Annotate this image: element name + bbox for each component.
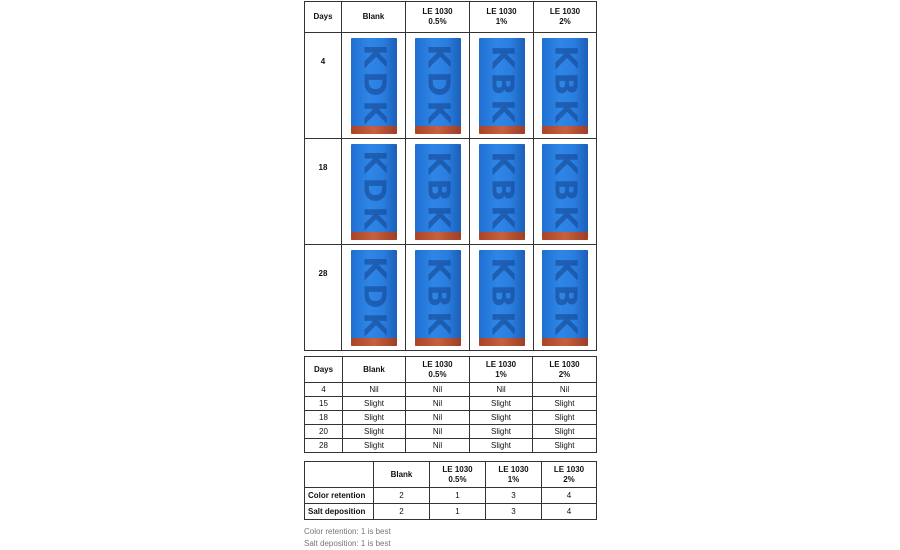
table-cell: Slight <box>533 411 597 425</box>
brick-mark: KDK <box>356 43 391 128</box>
note-salt-deposition: Salt deposition: 1 is best <box>304 539 391 548</box>
brick-mark: KBK <box>484 256 519 339</box>
table-cell: Slight <box>470 411 533 425</box>
table-row <box>305 383 597 397</box>
brick-cell <box>406 139 470 245</box>
brick-image <box>351 250 397 346</box>
table-row <box>305 425 597 439</box>
table-row <box>305 488 597 504</box>
table-cell: Slight <box>533 439 597 453</box>
table-cell: 15 <box>305 397 343 411</box>
brick-mark: KDK <box>356 255 391 340</box>
table-cell: Slight <box>343 425 406 439</box>
salt-table-header-row <box>305 357 597 383</box>
table-cell: 3 <box>486 488 542 504</box>
header-le1030-1: LE 1030 1% <box>470 2 534 33</box>
header-le1030-05: LE 1030 0.5% <box>406 2 470 33</box>
brick-image <box>351 144 397 240</box>
table-cell: Slight <box>343 411 406 425</box>
brick-image <box>542 38 588 134</box>
table-cell: 2 <box>374 488 430 504</box>
header-le1030-2: LE 1030 2% <box>534 2 597 33</box>
brick-image <box>479 144 525 240</box>
header-le1030-1: LE 1030 1% <box>486 462 542 488</box>
brick-mark: KDK <box>356 149 391 234</box>
brick-mark: KBK <box>547 44 583 127</box>
table-cell: 2 <box>374 504 430 520</box>
table-cell: 4 <box>305 383 343 397</box>
table-cell: Nil <box>406 439 470 453</box>
table-cell: Slight <box>343 397 406 411</box>
table-cell: Slight <box>533 425 597 439</box>
image-row-day-18 <box>305 139 597 245</box>
table-row <box>305 411 597 425</box>
header-empty <box>305 462 374 488</box>
ranking-table <box>304 461 597 520</box>
table-cell: Nil <box>533 383 597 397</box>
table-cell: Slight <box>343 439 406 453</box>
brick-cell <box>406 245 470 351</box>
brick-mark: KBK <box>547 150 583 233</box>
brick-cell <box>342 139 406 245</box>
brick-mark: KBK <box>484 44 519 127</box>
brick-image <box>479 38 525 134</box>
table-cell: Nil <box>406 411 470 425</box>
table-cell: 4 <box>542 488 597 504</box>
table-cell: 28 <box>305 439 343 453</box>
table-cell: Slight <box>470 439 533 453</box>
brick-image <box>415 38 461 134</box>
brick-image <box>479 250 525 346</box>
row-label-color-retention: Color retention <box>305 488 374 504</box>
image-row-day-4 <box>305 33 597 139</box>
row-label-salt-deposition: Salt deposition <box>305 504 374 520</box>
table-row <box>305 397 597 411</box>
brick-mark: KBK <box>420 256 455 339</box>
image-table-header-row <box>305 2 597 33</box>
brick-image <box>542 250 588 346</box>
brick-mark: KBK <box>547 256 583 339</box>
header-blank: Blank <box>374 462 430 488</box>
header-le1030-2: LE 1030 2% <box>533 357 597 383</box>
day-cell: 28 <box>305 245 342 351</box>
table-cell: Nil <box>343 383 406 397</box>
note-color-retention: Color retention: 1 is best <box>304 527 391 536</box>
rank-table-header-row <box>305 462 597 488</box>
brick-cell <box>342 33 406 139</box>
header-blank: Blank <box>342 2 406 33</box>
brick-cell <box>534 245 597 351</box>
table-cell: 1 <box>430 504 486 520</box>
brick-cell <box>470 33 534 139</box>
brick-cell <box>534 33 597 139</box>
header-le1030-05: LE 1030 0.5% <box>430 462 486 488</box>
table-cell: Slight <box>470 425 533 439</box>
brick-image <box>415 250 461 346</box>
table-cell: Nil <box>470 383 533 397</box>
brick-image-table <box>304 1 597 351</box>
header-blank: Blank <box>343 357 406 383</box>
header-le1030-05: LE 1030 0.5% <box>406 357 470 383</box>
brick-cell <box>470 139 534 245</box>
brick-cell <box>534 139 597 245</box>
brick-cell <box>406 33 470 139</box>
image-row-day-28 <box>305 245 597 351</box>
header-days: Days <box>305 357 343 383</box>
table-cell: Slight <box>533 397 597 411</box>
table-cell: 18 <box>305 411 343 425</box>
salt-deposition-table <box>304 356 597 453</box>
brick-cell <box>342 245 406 351</box>
table-cell: 20 <box>305 425 343 439</box>
brick-image <box>542 144 588 240</box>
table-row <box>305 504 597 520</box>
brick-mark: KDK <box>420 43 455 128</box>
brick-image <box>351 38 397 134</box>
table-cell: 4 <box>542 504 597 520</box>
header-le1030-2: LE 1030 2% <box>542 462 597 488</box>
table-row <box>305 439 597 453</box>
day-cell: 4 <box>305 33 342 139</box>
brick-image <box>415 144 461 240</box>
brick-mark: KBK <box>420 150 455 233</box>
brick-cell <box>470 245 534 351</box>
table-cell: Nil <box>406 425 470 439</box>
table-cell: 3 <box>486 504 542 520</box>
header-days: Days <box>305 2 342 33</box>
day-cell: 18 <box>305 139 342 245</box>
table-cell: Nil <box>406 397 470 411</box>
table-cell: 1 <box>430 488 486 504</box>
table-cell: Nil <box>406 383 470 397</box>
header-le1030-1: LE 1030 1% <box>470 357 533 383</box>
brick-mark: KBK <box>484 150 519 233</box>
table-cell: Slight <box>470 397 533 411</box>
